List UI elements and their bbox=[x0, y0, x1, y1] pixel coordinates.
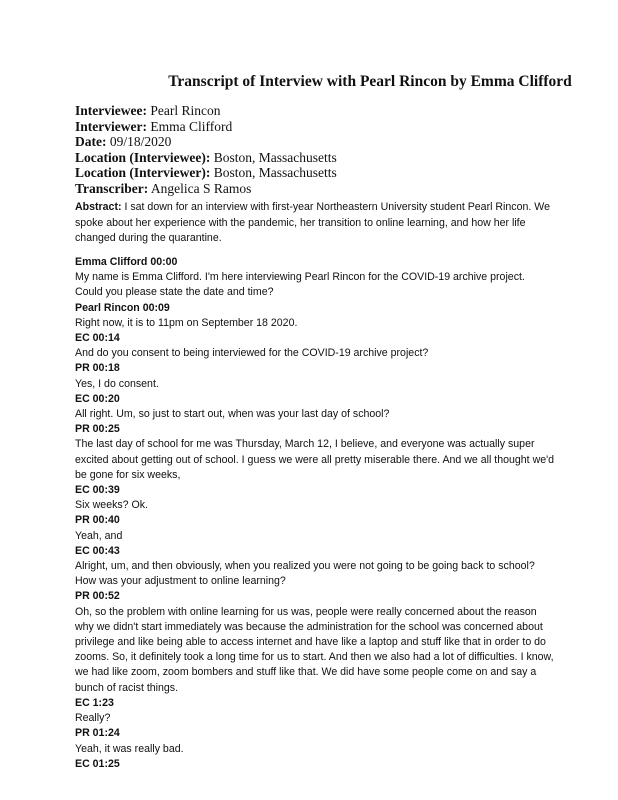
abstract-text: I sat down for an interview with first-year Northeastern University student Pearl Rincon. We spoke about her experience with the pandemic, her transition to online learning, and how her life changed during the quarantine. bbox=[75, 201, 550, 244]
speaker-label: Emma Clifford 00:00 bbox=[75, 256, 178, 268]
utterance-text: Yes, I do consent. bbox=[75, 377, 159, 390]
metadata-interviewee bbox=[75, 103, 337, 119]
utterance-text: Oh, so the problem with online learning for us was, people were really concerned about the reason why we didn't start immediately was because the administration for the school was concerned about privilege and like being able to access internet and have like a laptop and stuff like that in order to do zooms. So, it definitely took a long time for us to start. And then we also had a lot of difficulties. I know, we had like zoom, zoom bombers and stuff like that. We did have some people come on and say a bunch of racist things. bbox=[75, 605, 554, 694]
speaker-label: EC 00:43 bbox=[75, 544, 120, 557]
utterance-text: Alright, um, and then obviously, when you realized you were not going to be going back to school? How was your adjustment to online learning? bbox=[75, 560, 535, 588]
transcript-body bbox=[75, 255, 555, 772]
metadata-label: Date: bbox=[75, 134, 107, 149]
metadata-date bbox=[75, 134, 337, 150]
abstract-label: Abstract: bbox=[75, 201, 122, 213]
metadata-location-interviewee bbox=[75, 150, 337, 166]
metadata-interviewer bbox=[75, 119, 337, 135]
metadata-value: Emma Clifford bbox=[150, 118, 233, 134]
metadata-value: Pearl Rincon bbox=[150, 103, 221, 118]
utterance-text: My name is Emma Clifford. I'm here interviewing Pearl Rincon for the COVID-19 archive project. Could you please state the date and time? bbox=[75, 271, 525, 299]
document-title: Transcript of Interview with Pearl Rincon by Emma Clifford bbox=[168, 73, 572, 90]
speaker-label: EC 01:25 bbox=[75, 757, 120, 770]
speaker-label: PR 00:52 bbox=[75, 590, 120, 603]
metadata-location-interviewer bbox=[75, 165, 337, 181]
interview-metadata bbox=[75, 103, 337, 196]
utterance-text: The last day of school for me was Thursday, March 12, I believe, and everyone was actually super excited about getting out of school. I guess we were all pretty miserable there. And we all thought we'd be gone for six weeks, bbox=[75, 438, 555, 481]
metadata-value: Boston, Massachusetts bbox=[213, 149, 337, 165]
metadata-label: Location (Interviewee): bbox=[75, 149, 211, 165]
abstract-paragraph bbox=[75, 200, 555, 247]
speaker-label: Pearl Rincon 00:09 bbox=[75, 301, 170, 314]
speaker-label: PR 00:18 bbox=[75, 362, 120, 375]
metadata-label: Interviewee: bbox=[75, 103, 147, 118]
speaker-label: EC 1:23 bbox=[75, 696, 114, 709]
speaker-label: EC 00:14 bbox=[75, 332, 120, 345]
metadata-label: Location (Interviewer): bbox=[75, 165, 211, 180]
utterance-text: All right. Um, so just to start out, when was your last day of school? bbox=[75, 408, 390, 421]
metadata-label: Interviewer: bbox=[75, 118, 147, 134]
metadata-value: 09/18/2020 bbox=[109, 134, 172, 149]
utterance-text: Yeah, and bbox=[75, 529, 123, 542]
utterance-text: And do you consent to being interviewed for the COVID-19 archive project? bbox=[75, 347, 429, 360]
speaker-label: PR 01:24 bbox=[75, 727, 120, 740]
speaker-label: EC 00:20 bbox=[75, 392, 120, 405]
utterance-text: Really? bbox=[75, 712, 111, 725]
utterance-text: Six weeks? Ok. bbox=[75, 499, 149, 512]
speaker-label: PR 00:40 bbox=[75, 514, 120, 527]
metadata-value: Angelica S Ramos bbox=[150, 180, 252, 196]
speaker-label: EC 00:39 bbox=[75, 484, 120, 497]
utterance-text: Right now, it is to 11pm on September 18 2020. bbox=[75, 316, 298, 329]
metadata-value: Boston, Massachusetts bbox=[213, 165, 337, 180]
metadata-label: Transcriber: bbox=[75, 180, 149, 196]
speaker-label: PR 00:25 bbox=[75, 423, 120, 436]
metadata-transcriber bbox=[75, 181, 337, 197]
utterance-text: Yeah, it was really bad. bbox=[75, 742, 184, 755]
